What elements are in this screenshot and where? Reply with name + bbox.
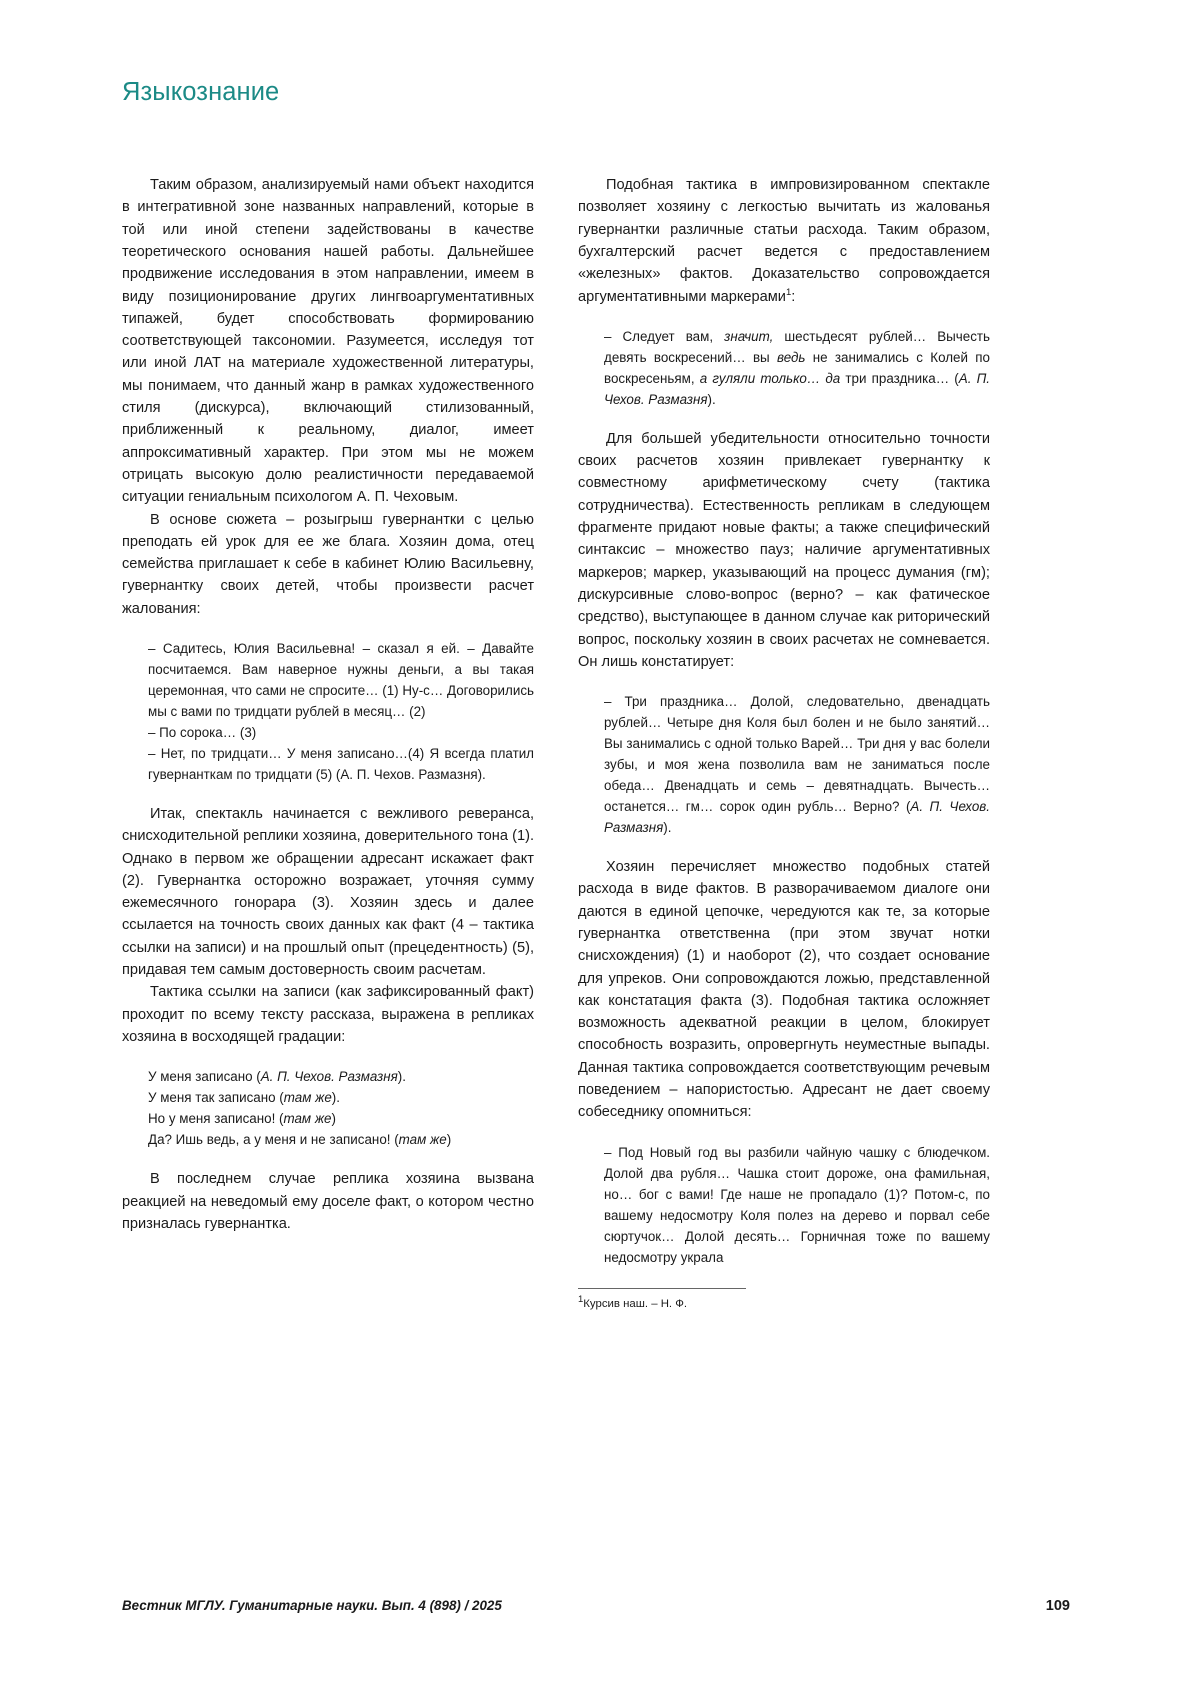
blockquote: [578, 691, 990, 838]
paragraph: Итак, спектакль начинается с вежливого реверанса, снисходительной реплики хозяина, доверительного тона (1). Однако в первом же обращении адресант искажает факт (2). Гувернантка осторожно возражает, уточняя сумму ежемесячного гонорара (3). Хозяин здесь и далее ссылается на точность своих данных как факт (4 – тактика ссылки на записи) и на прошлый опыт (прецедентность) (5), придавая тем самым достоверность своим расчетам.: [122, 805, 534, 979]
quote-line: – Под Новый год вы разбили чайную чашку с блюдечком. Долой два рубля… Чашка стоит дороже, она фамильная, но… бог с вами! Где наше не пропадало (1)? Потом-с, по вашему недосмотру Коля полез на дерево и порвал себе сюртучок… Долой десять… Горничная тоже по вашему недосмотру украла: [604, 1144, 990, 1265]
quote-text: Но у меня записано! (: [148, 1111, 284, 1127]
quote-emphasis: значит,: [724, 328, 774, 344]
left-column: [122, 174, 534, 1235]
quote-text-end: ).: [331, 1090, 340, 1106]
blockquote-citations: [122, 1066, 534, 1150]
blockquote: [578, 326, 990, 410]
quote-emphasis: ведь: [777, 349, 806, 365]
footnote-text: Курсив наш. – Н. Ф.: [583, 1297, 688, 1310]
paragraph: Для большей убедительности относительно точности своих расчетов хозяин привлекает гувернантку к совместному арифметическому счету (тактика сотрудничества). Естественность репликам в следующем фрагменте придают новые факты; а также специфический синтаксис – множество пауз; наличие аргументативных маркеров; маркер, указывающий на процесс думания (гм); дискурсивные слово-вопрос (верно? – как фатическое средство), выступающее в данном случае как риторический вопрос, поскольку хозяин в своих расчетах не сомневается. Он лишь констатирует:: [578, 430, 990, 670]
quote-text: шестьдесят рублей… Вычесть девять воскресений… вы: [604, 328, 991, 365]
quote-line: – По сорока… (3): [148, 724, 257, 740]
quote-text-end: ).: [663, 820, 672, 836]
page-number: 109: [1045, 1598, 1070, 1614]
blockquote: [578, 1142, 990, 1268]
quote-source: А. П. Чехов. Размазня: [604, 370, 990, 407]
quote-line: [604, 691, 990, 838]
quote-line: – Нет, по тридцати… У меня записано…(4) Я всегда платил гувернанткам по тридцати (5) (А. П. Чехов. Размазня).: [148, 745, 534, 782]
page-footer: [122, 1598, 1070, 1614]
footnote-area: [578, 1288, 990, 1312]
quote-text: три праздника… (: [840, 370, 959, 386]
journal-title: Вестник МГЛУ. Гуманитарные науки. Вып. 4 (898) / 2025: [122, 1598, 502, 1613]
quote-line: [148, 1129, 534, 1150]
quote-text: Да? Ишь ведь, а у меня и не записано! (: [148, 1132, 399, 1148]
quote-line: [148, 1066, 534, 1087]
page-title: Языкознание: [122, 78, 280, 106]
quote-text: не занимались с Колей по воскресеньям,: [604, 349, 990, 386]
two-column-layout: [122, 174, 1070, 1312]
quote-text-end: ): [331, 1111, 336, 1127]
quote-text: У меня записано (: [148, 1069, 261, 1085]
quote-text: – Три праздника… Долой, следовательно, двенадцать рублей… Четыре дня Коля был болен и не было занятий… Вы занимались с одной только Варей… Три дня у вас болели зубы, и моя жена позволила вам не заниматься после обеда… Двенадцать и семь – девятнадцать. Вычесть… останется… гм… сорок один рубль… Верно? (: [604, 694, 990, 815]
quote-text-end: ).: [397, 1069, 406, 1085]
quote-text-end: ).: [707, 391, 716, 407]
footnote-marker: 1: [785, 286, 792, 298]
quote-source: А. П. Чехов. Размазня: [260, 1069, 398, 1085]
paragraph: В последнем случае реплика хозяина вызвана реакцией на неведомый ему доселе факт, о котором честно призналась гувернантка.: [122, 1171, 534, 1232]
quote-source: там же: [398, 1132, 447, 1148]
quote-line: – Садитесь, Юлия Васильевна! – сказал я ей. – Давайте посчитаемся. Вам наверное нужны деньги, а вы такая церемонная, что сами не спросите… (1) Ну-с… Договорились мы с вами по тридцати рублей в месяц… (2): [148, 640, 534, 719]
footnote: [578, 1293, 990, 1312]
quote-emphasis: а гуляли только… да: [699, 370, 841, 386]
quote-text: – Следует вам,: [604, 328, 725, 344]
footnote-divider: [578, 1288, 746, 1289]
quote-source: там же: [283, 1090, 332, 1106]
paragraph: Таким образом, анализируемый нами объект находится в интегративной зоне названных направлений, которые в той или иной степени задействованы в качестве теоретического основания нашей работы. Дальнейшее продвижение исследования в этом направлении, имеем в виду позиционирование других лингвоаргументативных типажей, будет способствовать формированию соответствующей таксономии. Разумеется, исследуя тот или иной ЛАТ на материале художественной литературы, мы понимаем, что данный жанр в рамках художественного стиля (дискурса), включающий стилизованный, приближенный к реальному, диалог, имеет аппроксимативный характер. При этом мы не можем отрицать высокую долю реалистичности передаваемой ситуации гениальным психологом А. П. Чеховым.: [122, 177, 534, 506]
quote-source: там же: [283, 1111, 332, 1127]
paragraph-text: Подобная тактика в импровизированном спектакле позволяет хозяину с легкостью вычитать из жалованья гувернантки различные статьи расхода. Таким образом, бухгалтерский расчет ведется с предоставлением «железных» фактов. Доказательство сопровождается аргументативными маркерами: [578, 177, 990, 305]
footnote-marker: 1: [578, 1293, 584, 1305]
quote-source: А. П. Чехов. Размазня: [604, 799, 991, 836]
quote-text-end: ): [446, 1132, 452, 1148]
quote-line: [148, 1087, 534, 1108]
quote-text: У меня так записано (: [148, 1090, 284, 1106]
paragraph: В основе сюжета – розыгрыш гувернантки с целью преподать ей урок для ее же блага. Хозяин дома, отец семейства приглашает к себе в кабинет Юлию Васильевну, гувернантку своих детей, чтобы произвести расчет жалования:: [122, 511, 534, 617]
blockquote: [122, 638, 534, 785]
right-column: [578, 174, 990, 1312]
quote-line: [604, 326, 990, 410]
quote-line: [148, 1108, 534, 1129]
paragraph: Хозяин перечисляет множество подобных статей расхода в виде фактов. В разворачиваемом диалоге они даются в единой цепочке, чередуются как те, за которые гувернантка ответственна (при этом звучат нотки снисхождения) (1) и наоборот (2), что создает основание для упреков. Они сопровождаются ложью, представленной как констатация факта (3). Подобная тактика осложняет возможность адекватной реакции в целом, блокирует способность возразить, опровергнуть неуместные выпады. Данная тактика сопровождается соответствующим речевым поведением – напористостью. Адресант не дает своему собеседнику опомниться:: [578, 859, 990, 1121]
paragraph-text-end: :: [791, 288, 796, 305]
paragraph: [578, 174, 990, 308]
paragraph: Тактика ссылки на записи (как зафиксированный факт) проходит по всему тексту рассказа, выражена в репликах хозяина в восходящей градации:: [122, 984, 534, 1045]
